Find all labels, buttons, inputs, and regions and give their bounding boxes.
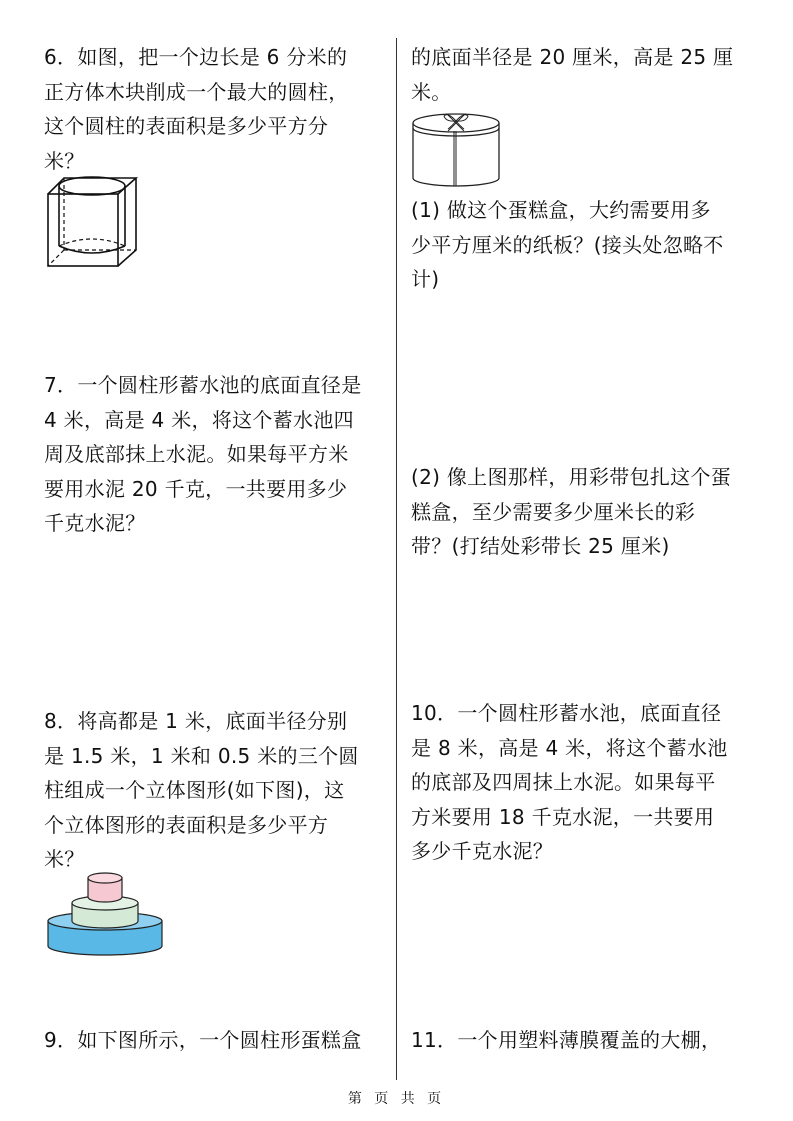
cake-box-figure xyxy=(410,110,502,188)
question-6 xyxy=(44,40,349,178)
question-11 xyxy=(411,1023,721,1058)
question-8-line: 米？ xyxy=(44,847,85,871)
stacked-cylinders-figure xyxy=(46,870,164,956)
question-9 xyxy=(44,1023,362,1058)
question-9-part-1-line: 计) xyxy=(411,267,440,291)
question-7-line: 周及底部抹上水泥。如果每平方米 xyxy=(44,442,349,466)
question-9-part-2 xyxy=(411,460,731,564)
question-6-line: 6．如图，把一个边长是 6 分米的 xyxy=(44,45,348,69)
question-8 xyxy=(44,704,359,877)
question-7-line: 要用水泥 20 千克，一共要用多少 xyxy=(44,476,348,501)
question-10 xyxy=(411,696,728,869)
question-9-part-1-line: 少平方厘米的纸板？(接头处忽略不 xyxy=(411,232,724,257)
question-8-line: 个立体图形的表面积是多少平方 xyxy=(44,812,329,837)
question-7-line: 千克水泥？ xyxy=(44,511,146,535)
question-7 xyxy=(44,368,362,541)
cube-cylinder-figure xyxy=(44,174,140,270)
question-9-continued xyxy=(411,40,733,109)
page-footer: 第 页 共 页 xyxy=(347,1091,446,1107)
question-7-line: 7．一个圆柱形蓄水池的底面直径是 xyxy=(44,373,362,397)
question-9-part-1 xyxy=(411,193,724,297)
question-9-part-2-line: 带？(打结处彩带长 25 厘米) xyxy=(411,534,670,558)
question-9-part-2-line: 糕盒，至少需要多少厘米长的彩 xyxy=(411,499,696,524)
question-8-line: 柱组成一个立体图形(如下图)，这 xyxy=(44,778,345,802)
question-9-continued-line: 米。 xyxy=(411,79,452,104)
question-6-line: 这个圆柱的表面积是多少平方分 xyxy=(44,114,329,138)
question-11-line: 11．一个用塑料薄膜覆盖的大棚， xyxy=(411,1028,722,1052)
question-9-part-2-line: (2) 像上图那样，用彩带包扎这个蛋 xyxy=(411,465,732,489)
question-10-line: 多少千克水泥？ xyxy=(411,839,554,863)
column-divider xyxy=(396,38,397,1080)
question-9-line: 9．如下图所示，一个圆柱形蛋糕盒 xyxy=(44,1028,362,1052)
question-8-line: 是 1.5 米，1 米和 0.5 米的三个圆 xyxy=(44,743,359,768)
question-10-line: 是 8 米，高是 4 米，将这个蓄水池 xyxy=(411,735,728,760)
question-6-line: 米？ xyxy=(44,148,85,173)
question-6-line: 正方体木块削成一个最大的圆柱， xyxy=(44,79,349,104)
question-10-line: 方米要用 18 千克水泥，一共要用 xyxy=(411,804,715,829)
question-7-line: 4 米，高是 4 米，将这个蓄水池四 xyxy=(44,407,354,432)
question-10-line: 10．一个圆柱形蓄水池，底面直径 xyxy=(411,701,722,725)
question-10-line: 的底部及四周抹上水泥。如果每平 xyxy=(411,770,716,794)
question-8-line: 8．将高都是 1 米，底面半径分别 xyxy=(44,709,348,733)
question-9-part-1-line: (1) 做这个蛋糕盒，大约需要用多 xyxy=(411,198,711,222)
question-9-continued-line: 的底面半径是 20 厘米，高是 25 厘 xyxy=(411,45,734,69)
